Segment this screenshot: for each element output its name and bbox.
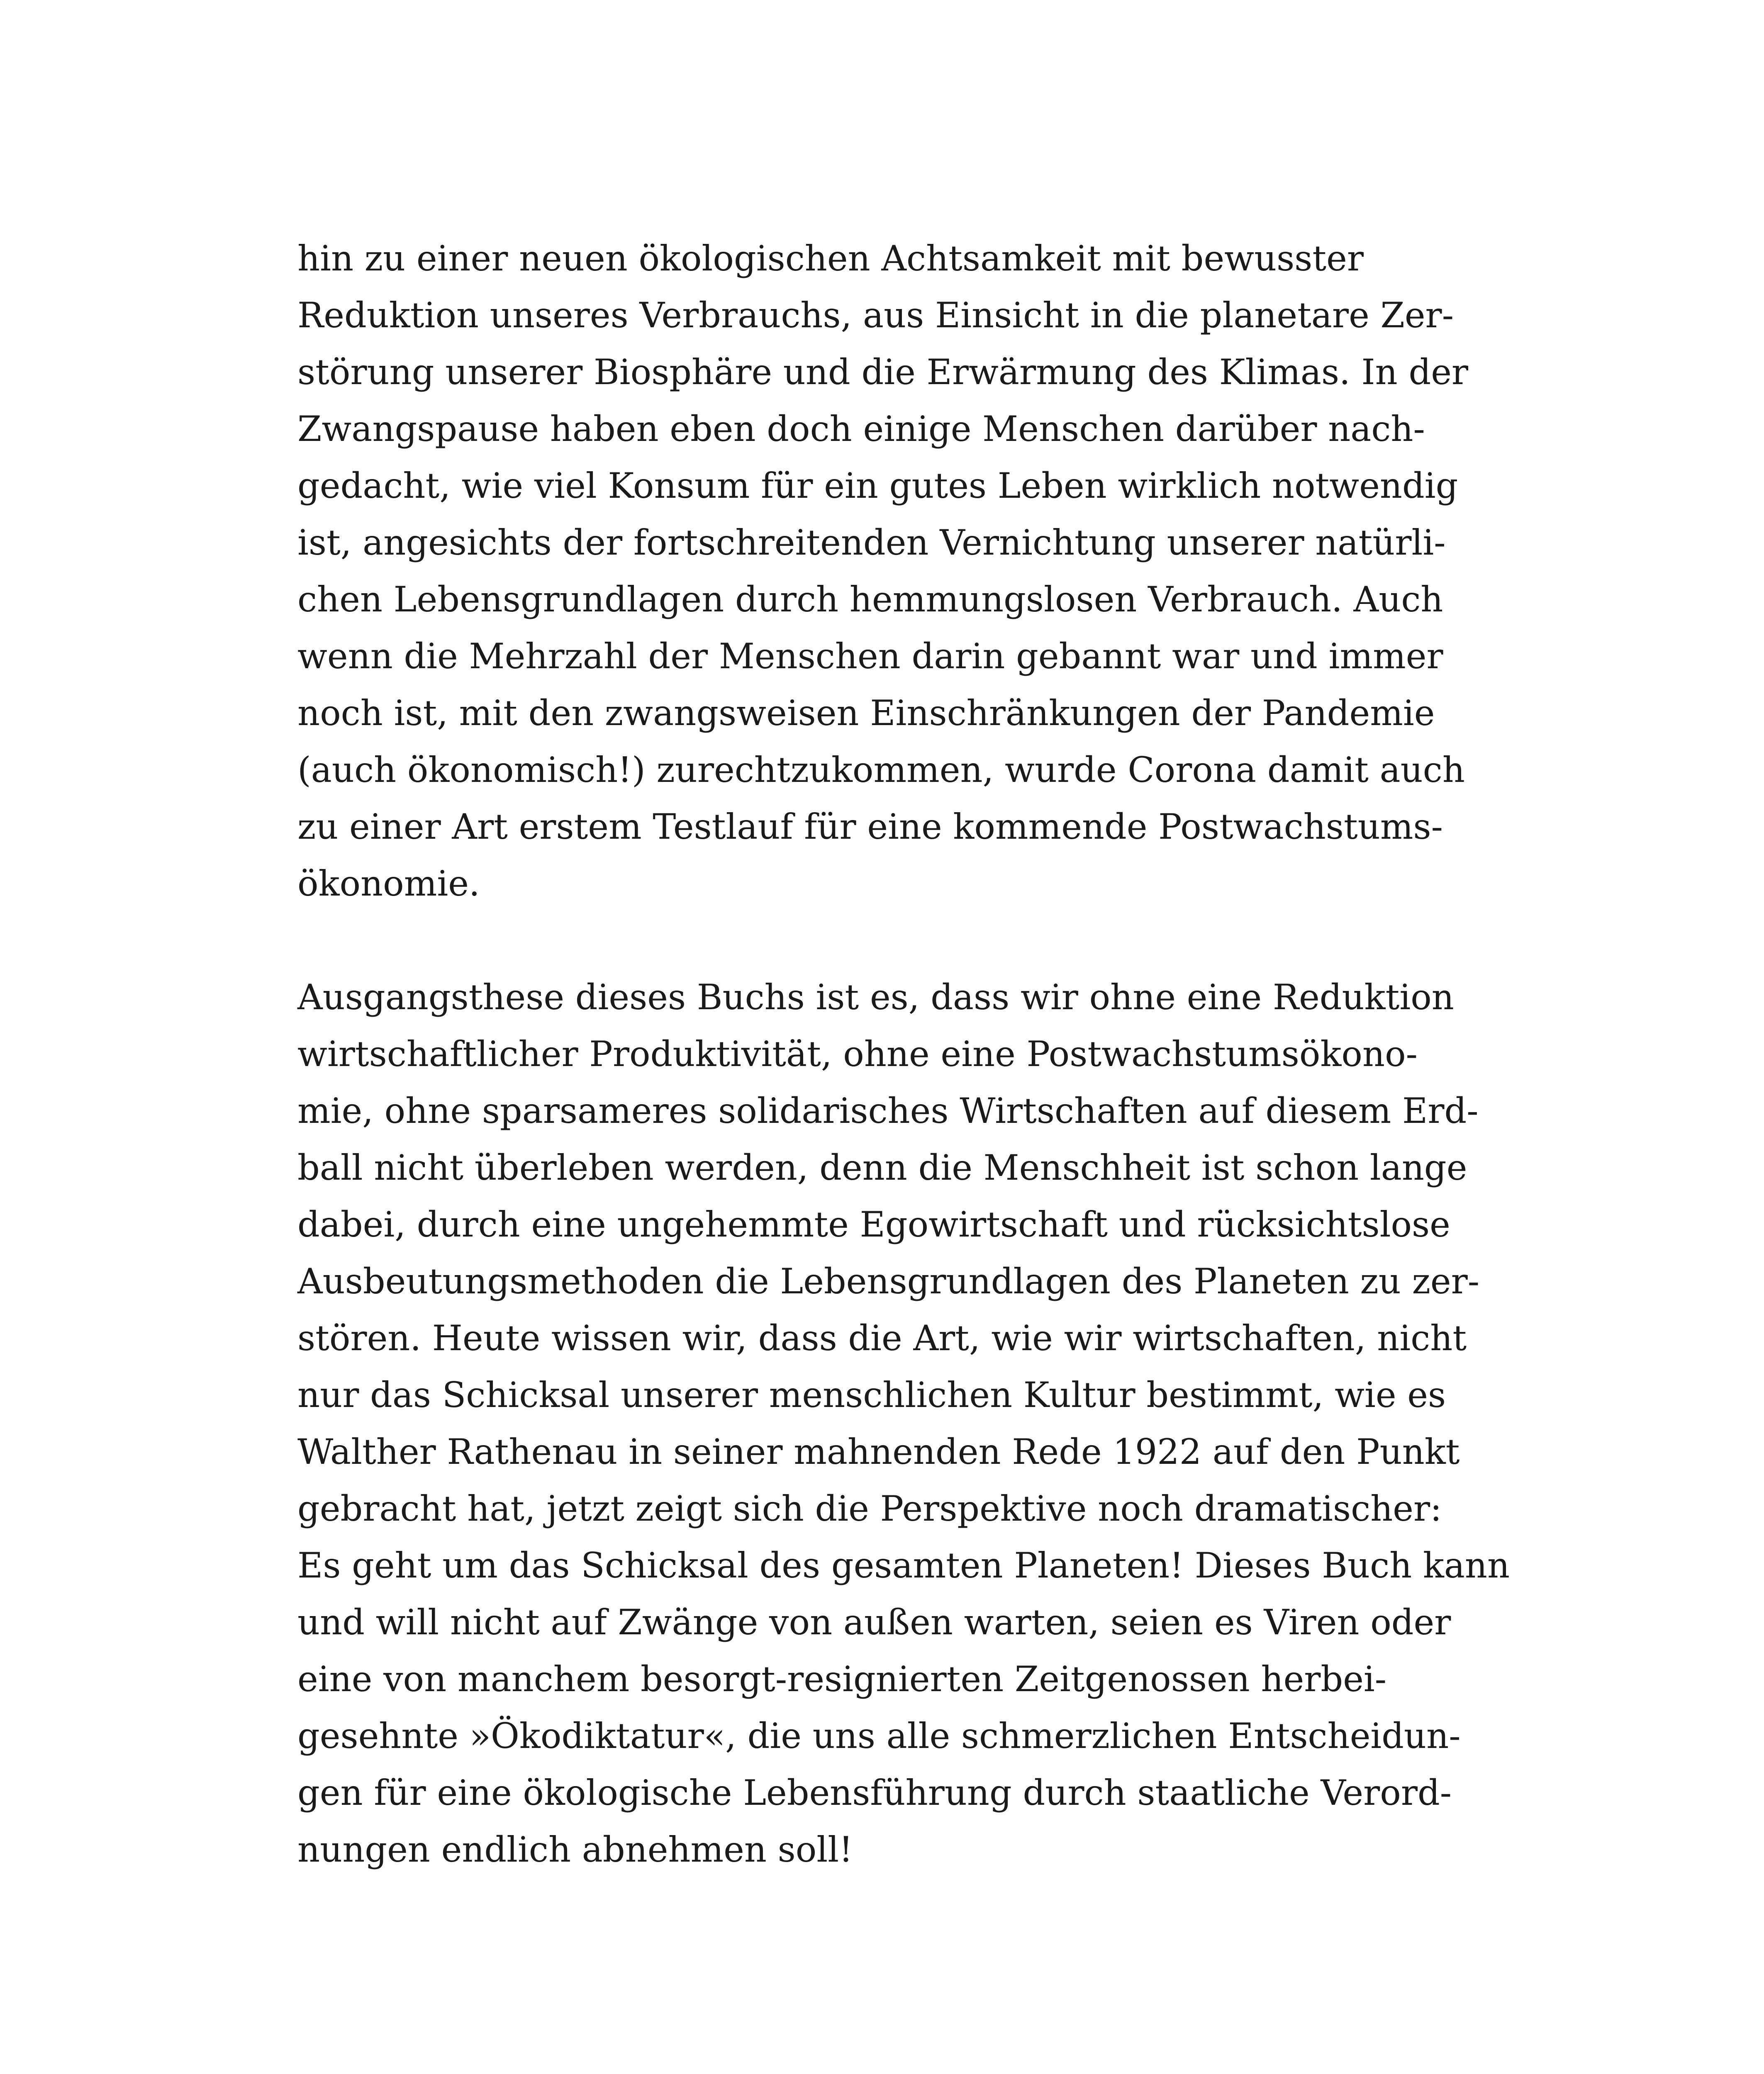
text-line: nur das Schicksal unserer menschlichen Kultur bestimmt, wie es [297, 1375, 1446, 1415]
text-line: dabei, durch eine ungehemmte Egowirtschaft und rücksichtslose [297, 1204, 1450, 1245]
paragraph-2 [297, 969, 1510, 1878]
text-line: gedacht, wie viel Konsum für ein gutes Leben wirklich notwendig [297, 465, 1458, 506]
text-line: Ausbeutungsmethoden die Lebensgrundlagen des Planeten zu zer- [297, 1261, 1480, 1302]
text-line: Ausgangsthese dieses Buchs ist es, dass wir ohne eine Reduktion [297, 977, 1454, 1018]
text-line: wirtschaftlicher Produktivität, ohne eine Postwachstumsökono- [297, 1034, 1418, 1074]
text-line: Walther Rathenau in seiner mahnenden Rede 1922 auf den Punkt [297, 1431, 1460, 1472]
text-line: Reduktion unseres Verbrauchs, aus Einsicht in die planetare Zer- [297, 295, 1454, 336]
text-line: gebracht hat, jetzt zeigt sich die Perspektive noch dramatischer: [297, 1488, 1442, 1529]
text-line: noch ist, mit den zwangsweisen Einschränkungen der Pandemie [297, 693, 1435, 733]
text-line: gen für eine ökologische Lebensführung durch staatliche Verord- [297, 1772, 1452, 1813]
text-line: störung unserer Biosphäre und die Erwärmung des Klimas. In der [297, 352, 1469, 392]
text-line: zu einer Art erstem Testlauf für eine kommende Postwachstums- [297, 806, 1443, 847]
text-line: ball nicht überleben werden, denn die Menschheit ist schon lange [297, 1147, 1467, 1188]
text-line: mie, ohne sparsameres solidarisches Wirtschaften auf diesem Erd- [297, 1091, 1479, 1131]
text-line: chen Lebensgrundlagen durch hemmungslosen Verbrauch. Auch [297, 579, 1443, 620]
text-line: (auch ökonomisch!) zurechtzukommen, wurde Corona damit auch [297, 750, 1465, 790]
body-text [297, 230, 1510, 1878]
text-line: gesehnte »Ökodiktatur«, die uns alle schmerzlichen Entscheidun- [297, 1716, 1461, 1756]
text-line: Zwangspause haben eben doch einige Menschen darüber nach- [297, 409, 1425, 449]
text-line: hin zu einer neuen ökologischen Achtsamkeit mit bewusster [297, 238, 1364, 279]
text-line: Es geht um das Schicksal des gesamten Planeten! Dieses Buch kann [297, 1545, 1510, 1586]
paragraph-1 [297, 230, 1469, 912]
text-line: wenn die Mehrzahl der Menschen darin gebannt war und immer [297, 636, 1443, 677]
text-line: nungen endlich abnehmen soll! [297, 1829, 853, 1870]
text-line: ist, angesichts der fortschreitenden Vernichtung unserer natürli- [297, 522, 1446, 563]
text-line: und will nicht auf Zwänge von außen warten, seien es Viren oder [297, 1602, 1451, 1643]
paragraph-gap [297, 912, 1418, 969]
text-line: stören. Heute wissen wir, dass die Art, wie wir wirtschaften, nicht [297, 1318, 1467, 1358]
text-line: ökonomie. [297, 863, 480, 904]
text-line: eine von manchem besorgt-resignierten Zeitgenossen herbei- [297, 1659, 1387, 1699]
